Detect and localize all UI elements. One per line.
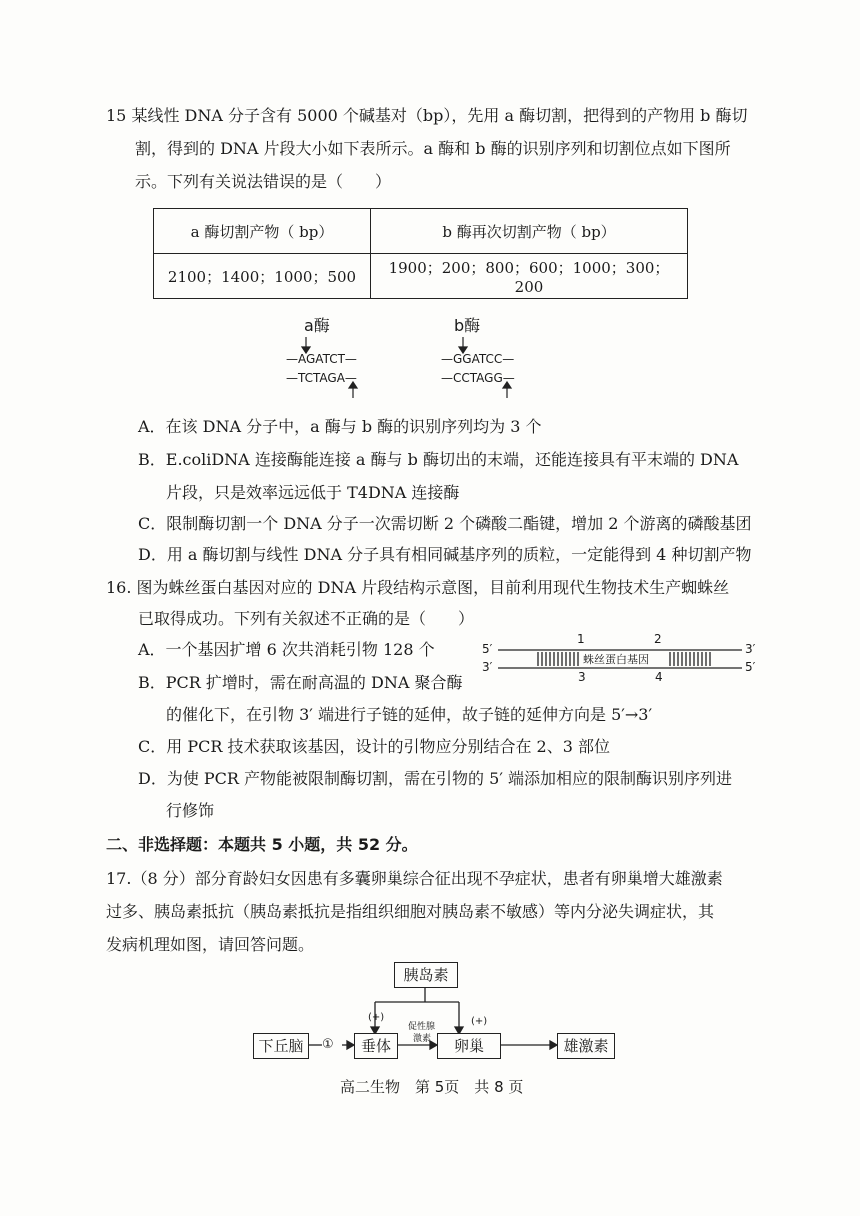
q16-line-1: 16. 图为蛛丝蛋白基因对应的 DNA 片段结构示意图，目前利用现代生物技术生产蜘蛛丝 (106, 578, 730, 597)
q17-line-3: 发病机理如图，请回答问题。 (106, 935, 315, 954)
plus-right-label: (+) (471, 1016, 488, 1027)
gonadotropin-label-1: 促性腺 (408, 1022, 436, 1032)
hypothalamus-box: 下丘脑 (253, 1033, 309, 1059)
strand-bottom-left-end: 3′ (482, 660, 493, 674)
site-2-label: 2 (654, 632, 662, 646)
table-header-b: b 酶再次切割产物（ bp） (371, 209, 688, 254)
pituitary-box: 垂体 (354, 1033, 398, 1059)
site-1-label: 1 (577, 632, 585, 646)
q17-line-1: 17.（8 分）部分育龄妇女因患有多囊卵巢综合征出现不孕症状，患者有卵巢增大雄激素 (106, 869, 723, 888)
table-cell-b: 1900；200；800；600；1000；300；200 (371, 254, 688, 299)
page-footer: 高二生物 第 5页 共 8 页 (340, 1078, 524, 1096)
section-heading: 二、非选择题：本题共 5 小题，共 52 分。 (106, 835, 418, 854)
q15-option-c: C．限制酶切割一个 DNA 分子一次需切断 2 个磷酸二酯键，增加 2 个游离的磷酸基团 (138, 514, 752, 533)
q15-line-1: 15 某线性 DNA 分子含有 5000 个碱基对（bp），先用 a 酶切割，把得到的产物用 b 酶切 (106, 106, 748, 125)
enzyme-a-label: a酶 (304, 316, 330, 335)
plus-left-label: (+) (368, 1012, 385, 1023)
q16-option-b: B．PCR 扩增时，需在耐高温的 DNA 聚合酶 (138, 673, 463, 692)
q16-option-c: C．用 PCR 技术获取该基因，设计的引物应分别结合在 2、3 部位 (138, 737, 611, 756)
q15-line-3: 示。下列有关说法错误的是（ ） (135, 172, 392, 191)
site-3-label: 3 (578, 670, 586, 684)
enzyme-a-bottom-strand: —TCTAGA— (286, 371, 357, 385)
q15-option-b-cont: 片段，只是效率远远低于 T4DNA 连接酶 (166, 483, 460, 502)
q15-option-a: A．在该 DNA 分子中，a 酶与 b 酶的识别序列均为 3 个 (138, 417, 542, 436)
q15-option-b: B．E.coliDNA 连接酶能连接 a 酶与 b 酶切出的末端，还能连接具有平末端的 DNA (138, 450, 739, 469)
insulin-box: 胰岛素 (394, 962, 458, 988)
gonadotropin-label-2: 激素 (413, 1034, 432, 1044)
step-1-marker: ① (322, 1037, 334, 1052)
strand-top-right-end: 3′ (745, 642, 756, 656)
enzyme-b-top-strand: —GGATCC— (441, 352, 515, 366)
q16-line-2: 已取得成功。下列有关叙述不正确的是（ ） (138, 609, 475, 628)
ovary-box: 卵巢 (437, 1033, 501, 1059)
table-header-a: a 酶切割产物（ bp） (154, 209, 371, 254)
enzyme-b-bottom-strand: —CCTAGG— (441, 371, 515, 385)
enzyme-a-top-strand: —AGATCT— (286, 352, 357, 366)
strand-bottom-right-end: 5′ (745, 660, 756, 674)
enzyme-b-label: b酶 (454, 316, 481, 335)
strand-top-left-end: 5′ (482, 642, 493, 656)
androgen-box: 雄激素 (557, 1033, 615, 1059)
site-4-label: 4 (655, 670, 663, 684)
q16-option-b-cont: 的催化下，在引物 3′ 端进行子链的延伸，故子链的延伸方向是 5′→3′ (166, 705, 653, 724)
q16-option-a: A．一个基因扩增 6 次共消耗引物 128 个 (138, 640, 435, 659)
q15-line-2: 割，得到的 DNA 片段大小如下表所示。a 酶和 b 酶的识别序列和切割位点如下图所 (135, 139, 731, 158)
table-cell-a: 2100；1400；1000；500 (154, 254, 371, 299)
q16-option-d: D．为使 PCR 产物能被限制酶切割，需在引物的 5′ 端添加相应的限制酶识别序列进 (138, 769, 733, 788)
silk-gene-label: 蛛丝蛋白基因 (583, 653, 649, 666)
q17-line-2: 过多、胰岛素抵抗（胰岛素抵抗是指组织细胞对胰岛素不敏感）等内分泌失调症状，其 (106, 902, 715, 921)
q15-option-d: D．用 a 酶切割与线性 DNA 分子具有相同碱基序列的质粒，一定能得到 4 种切割产物 (138, 545, 752, 564)
q16-option-d-cont: 行修饰 (166, 801, 215, 820)
